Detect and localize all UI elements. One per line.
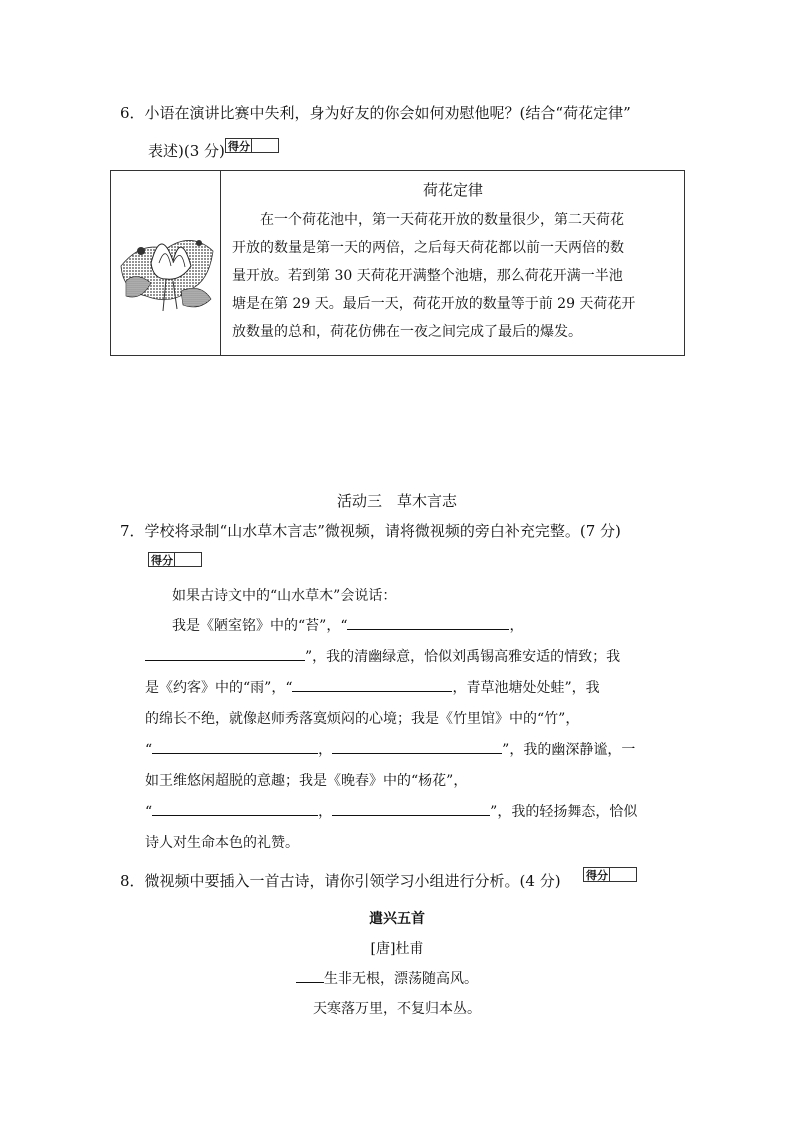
q7-row7-quote: “ [145, 804, 153, 820]
lotus-text-cell [222, 171, 684, 355]
q6-prompt-line2: 表述)(3 分) [148, 142, 225, 160]
answer-blank-2[interactable] [145, 646, 305, 661]
q7-row5-comma: ， [318, 742, 333, 758]
answer-blank-1[interactable] [347, 615, 509, 630]
q7-row7 [145, 801, 637, 821]
lotus-line-3: 量开放。若到第 30 天荷花开满整个池塘，那么荷花开满一半池 [232, 268, 623, 284]
poem-line-2: 天寒落万里，不复归本丛。 [313, 1001, 481, 1017]
lotus-painting-icon [111, 171, 219, 355]
q7-row3-text-b: ，青草池塘处处蛙”，我 [452, 680, 600, 696]
q7-row2-text: ”，我的清幽绿意，恰似刘禹锡高雅安适的情致；我 [305, 649, 621, 665]
q7-row1-text: 我是《陋室铭》中的“苔”，“ [172, 618, 348, 634]
poem-title: 遣兴五首 [369, 911, 425, 927]
lotus-image-cell [111, 171, 221, 355]
q7-row1 [172, 615, 523, 635]
q7-prompt: 7．学校将录制“山水草木言志”微视频，请将微视频的旁白补充完整。(7 分) [120, 522, 621, 540]
q7-row7-text: ”，我的轻扬舞态，恰似 [490, 804, 638, 820]
q8-prompt: 8．微视频中要插入一首古诗，请你引领学习小组进行分析。(4 分) [120, 872, 561, 890]
q7-row3-text: 是《约客》中的“雨”，“ [145, 680, 293, 696]
lotus-line-4: 塘是在第 29 天。最后一天，荷花开放的数量等于前 29 天荷花开 [232, 296, 636, 312]
answer-blank-7[interactable] [332, 801, 490, 816]
answer-blank-5[interactable] [332, 739, 502, 754]
q7-intro: 如果古诗文中的“山水草木”会说话： [172, 588, 397, 604]
lotus-law-table [110, 170, 685, 356]
q6-prompt-line1: 6．小语在演讲比赛中失利，身为好友的你会如何劝慰他呢？(结合“荷花定律” [120, 104, 631, 122]
poem-line-1-text: 生非无根，漂荡随高风。 [324, 971, 478, 987]
answer-blank-3[interactable] [292, 677, 452, 692]
q7-row7-comma: ， [318, 804, 333, 820]
q7-row8: 诗人对生命本色的礼赞。 [145, 835, 299, 851]
score-label: 得分 [586, 869, 608, 882]
lotus-line-2: 开放的数量是第一天的两倍，之后每天荷花都以前一天两倍的数 [232, 240, 624, 256]
q7-row1-comma: ， [509, 618, 524, 634]
q8-score-box[interactable] [583, 867, 637, 882]
answer-blank-6[interactable] [152, 801, 318, 816]
lotus-line-1: 在一个荷花池中，第一天荷花开放的数量很少，第二天荷花 [260, 212, 624, 228]
score-label: 得分 [228, 140, 250, 153]
q7-row5-quote: “ [145, 742, 153, 758]
q7-row4: 的绵长不绝，就像赵师秀落寞烦闷的心境；我是《竹里馆》中的“竹”， [145, 711, 580, 727]
q7-row3 [145, 677, 600, 697]
lotus-law-title: 荷花定律 [422, 181, 483, 199]
poem-line-1 [296, 968, 478, 988]
q6-score-box[interactable] [225, 138, 279, 153]
q7-row6: 如王维悠闲超脱的意趣；我是《晚春》中的“杨花”， [145, 773, 468, 789]
q7-row5-text: ”，我的幽深静谧，一 [502, 742, 636, 758]
score-label: 得分 [151, 554, 173, 567]
poem-blank[interactable] [296, 968, 324, 983]
answer-blank-4[interactable] [152, 739, 318, 754]
q7-row2 [145, 646, 620, 666]
q7-score-box[interactable] [148, 552, 202, 567]
lotus-line-5: 放数量的总和，荷花仿佛在一夜之间完成了最后的爆发。 [232, 324, 582, 340]
activity-heading: 活动三 草木言志 [336, 492, 457, 510]
poem-author: [唐]杜甫 [370, 941, 424, 957]
q7-row5 [145, 739, 635, 759]
